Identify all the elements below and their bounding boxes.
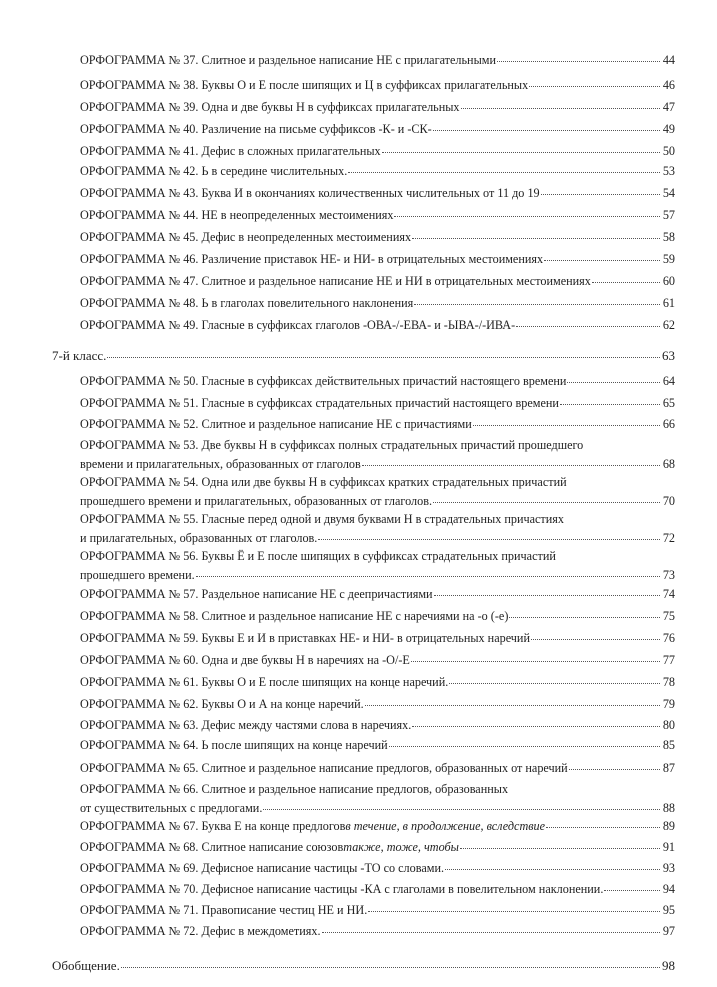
toc-entry-title: ОРФОГРАММА № 49. Гласные в суффиксах глаголов -ОВА-/-ЕВА- и -ЫВА-/-ИВА- [80,318,516,332]
dot-leader [434,595,660,596]
page-number: 93 [662,861,675,875]
page-number: 66 [662,417,675,431]
toc-entry-title: ОРФОГРАММА № 53. Две буквы Н в суффиксах полных страдательных причастий прошедшего [80,438,584,452]
page-number: 50 [662,144,675,158]
page-number: 73 [662,568,675,582]
toc-entry-title-continued: времени и прилагательных, образованных от глаголов [80,457,361,471]
dot-leader [433,502,660,503]
dot-leader [509,617,660,618]
toc-entry-title: ОРФОГРАММА № 62. Буквы О и А на конце наречий. [80,697,364,711]
toc-entry-title: ОРФОГРАММА № 68. Слитное написание союзов [80,840,344,854]
toc-entry-title: ОРФОГРАММА № 61. Буквы О и Е после шипящих на конце наречий. [80,675,449,689]
page-number: 98 [662,958,675,973]
dot-leader [592,282,660,283]
toc-entry-title: ОРФОГРАММА № 63. Дефис между частями слова в наречиях. [80,718,412,732]
dot-leader [389,746,660,747]
page-number: 65 [662,396,675,410]
page-number: 85 [662,738,675,752]
dot-leader [560,404,660,405]
dot-leader [322,932,660,933]
page-number: 88 [662,801,675,815]
page-number: 58 [662,230,675,244]
toc-entry-title: ОРФОГРАММА № 51. Гласные в суффиксах страдательных причастий настоящего времени [80,396,559,410]
dot-leader [473,425,660,426]
dot-leader [567,382,660,383]
toc-entry-title: ОРФОГРАММА № 69. Дефисное написание частицы -ТО со словами. [80,861,445,875]
dot-leader [546,827,660,828]
dot-leader [365,705,660,706]
toc-entry-title: ОРФОГРАММА № 40. Различение на письме суффиксов -К- и -СК- [80,122,432,136]
toc-entry-title-continued: от существительных с предлогами. [80,801,263,815]
toc-entry-title: ОРФОГРАММА № 64. Ь после шипящих на конце наречий [80,738,388,752]
dot-leader [107,357,660,358]
page-number: 75 [662,609,675,623]
toc-entry-title: ОРФОГРАММА № 37. Слитное и раздельное написание НЕ с прилагательными [80,53,496,67]
page-number: 68 [662,457,675,471]
toc-entry-title: ОРФОГРАММА № 54. Одна или две буквы Н в суффиксах кратких страдательных причастий [80,475,567,489]
toc-entry-title: ОРФОГРАММА № 48. Ь в глаголах повелительного наклонения [80,296,414,310]
toc-entry-italic: также, тоже, чтобы [343,840,459,854]
dot-leader [121,967,660,968]
page-number: 91 [662,840,675,854]
toc-entry-title: ОРФОГРАММА № 45. Дефис в неопределенных местоимениях [80,230,412,244]
page-number: 54 [662,186,675,200]
dot-leader [382,152,660,153]
toc-entry-title: ОРФОГРАММА № 59. Буквы Е и И в приставках НЕ- и НИ- в отрицательных наречий [80,631,530,645]
toc-entry-title: ОРФОГРАММА № 39. Одна и две буквы Н в суффиксах прилагательных [80,100,460,114]
toc-entry-title: ОРФОГРАММА № 42. Ь в середине числительных. [80,164,348,178]
page-number: 95 [662,903,675,917]
page-number: 94 [662,882,675,896]
dot-leader [433,130,660,131]
dot-leader [544,260,660,261]
dot-leader [529,86,660,87]
toc-entry-title: ОРФОГРАММА № 52. Слитное и раздельное написание НЕ с причастиями [80,417,472,431]
toc-entry-title: ОРФОГРАММА № 44. НЕ в неопределенных местоимениях [80,208,394,222]
toc-entry-italic: в течение, в продолжение, вследствие [345,819,546,833]
dot-leader [318,539,660,540]
toc-entry-title: ОРФОГРАММА № 71. Правописание честиц НЕ и НИ. [80,903,368,917]
dot-leader [362,465,660,466]
page-number: 64 [662,374,675,388]
page-number: 77 [662,653,675,667]
toc-entry-title: ОРФОГРАММА № 47. Слитное и раздельное написание НЕ и НИ в отрицательных местоимениях [80,274,591,288]
page-number: 57 [662,208,675,222]
toc-entry-title: ОРФОГРАММА № 65. Слитное и раздельное написание предлогов, образованных от наречий [80,761,568,775]
page-number: 53 [662,164,675,178]
dot-leader [348,172,660,173]
dot-leader [394,216,660,217]
page-number: 63 [662,348,675,363]
dot-leader [569,769,660,770]
dot-leader [531,639,660,640]
toc-section-title: Обобщение. [52,958,120,973]
dot-leader [196,576,660,577]
toc-entry-title-continued: прошедшего времени и прилагательных, образованных от глаголов. [80,494,433,508]
page-number: 80 [662,718,675,732]
page-number: 97 [662,924,675,938]
dot-leader [445,869,660,870]
dot-leader [368,911,660,912]
dot-leader [411,661,660,662]
dot-leader [412,238,660,239]
page-number: 47 [662,100,675,114]
toc-entry-title: ОРФОГРАММА № 67. Буква Е на конце предлогов [80,819,346,833]
toc-entry-title: ОРФОГРАММА № 72. Дефис в междометиях. [80,924,321,938]
page-number: 72 [662,531,675,545]
toc-entry-title: ОРФОГРАММА № 57. Раздельное написание НЕ с деепричастиями [80,587,433,601]
toc-entry-title: ОРФОГРАММА № 38. Буквы О и Е после шипящих и Ц в суффиксах прилагательных [80,78,529,92]
dot-leader [604,890,660,891]
page-number: 89 [662,819,675,833]
dot-leader [460,848,660,849]
page-number: 44 [662,53,675,67]
toc-entry-title: ОРФОГРАММА № 46. Различение приставок НЕ- и НИ- в отрицательных местоимениях [80,252,544,266]
dot-leader [412,726,660,727]
dot-leader [414,304,660,305]
toc-entry-title: ОРФОГРАММА № 41. Дефис в сложных прилагательных [80,144,381,158]
page-number: 46 [662,78,675,92]
toc-entry-title: ОРФОГРАММА № 58. Слитное и раздельное написание НЕ с наречиями на -о (-е) [80,609,509,623]
toc-section-title: 7-й класс. [52,348,107,363]
dot-leader [461,108,660,109]
toc-entry-title: ОРФОГРАММА № 70. Дефисное написание частицы -КА с глаголами в повелительном наклонении. [80,882,604,896]
dot-leader [449,683,660,684]
toc-entry-title: ОРФОГРАММА № 66. Слитное и раздельное написание предлогов, образованных [80,782,509,796]
toc-entry-title-continued: и прилагательных, образованных от глаголов. [80,531,318,545]
toc-entry-title: ОРФОГРАММА № 50. Гласные в суффиксах действительных причастий настоящего времени [80,374,567,388]
dot-leader [263,809,660,810]
page-number: 78 [662,675,675,689]
page-number: 70 [662,494,675,508]
page-number: 74 [662,587,675,601]
dot-leader [497,61,660,62]
page-number: 62 [662,318,675,332]
page-number: 60 [662,274,675,288]
page-number: 76 [662,631,675,645]
toc-entry-title: ОРФОГРАММА № 43. Буква И в окончаниях количественных числительных от 11 до 19 [80,186,540,200]
page-number: 61 [662,296,675,310]
toc-entry-title: ОРФОГРАММА № 55. Гласные перед одной и двумя буквами Н в страдательных причастиях [80,512,564,526]
toc-entry-title-continued: прошедшего времени. [80,568,195,582]
dot-leader [541,194,660,195]
page-number: 87 [662,761,675,775]
page-number: 49 [662,122,675,136]
toc-entry-title: ОРФОГРАММА № 56. Буквы Ё и Е после шипящих в суффиксах страдательных причастий [80,549,556,563]
toc-entry-title: ОРФОГРАММА № 60. Одна и две буквы Н в наречиях на -О/-Е [80,653,410,667]
dot-leader [516,326,660,327]
page-number: 79 [662,697,675,711]
page-number: 59 [662,252,675,266]
